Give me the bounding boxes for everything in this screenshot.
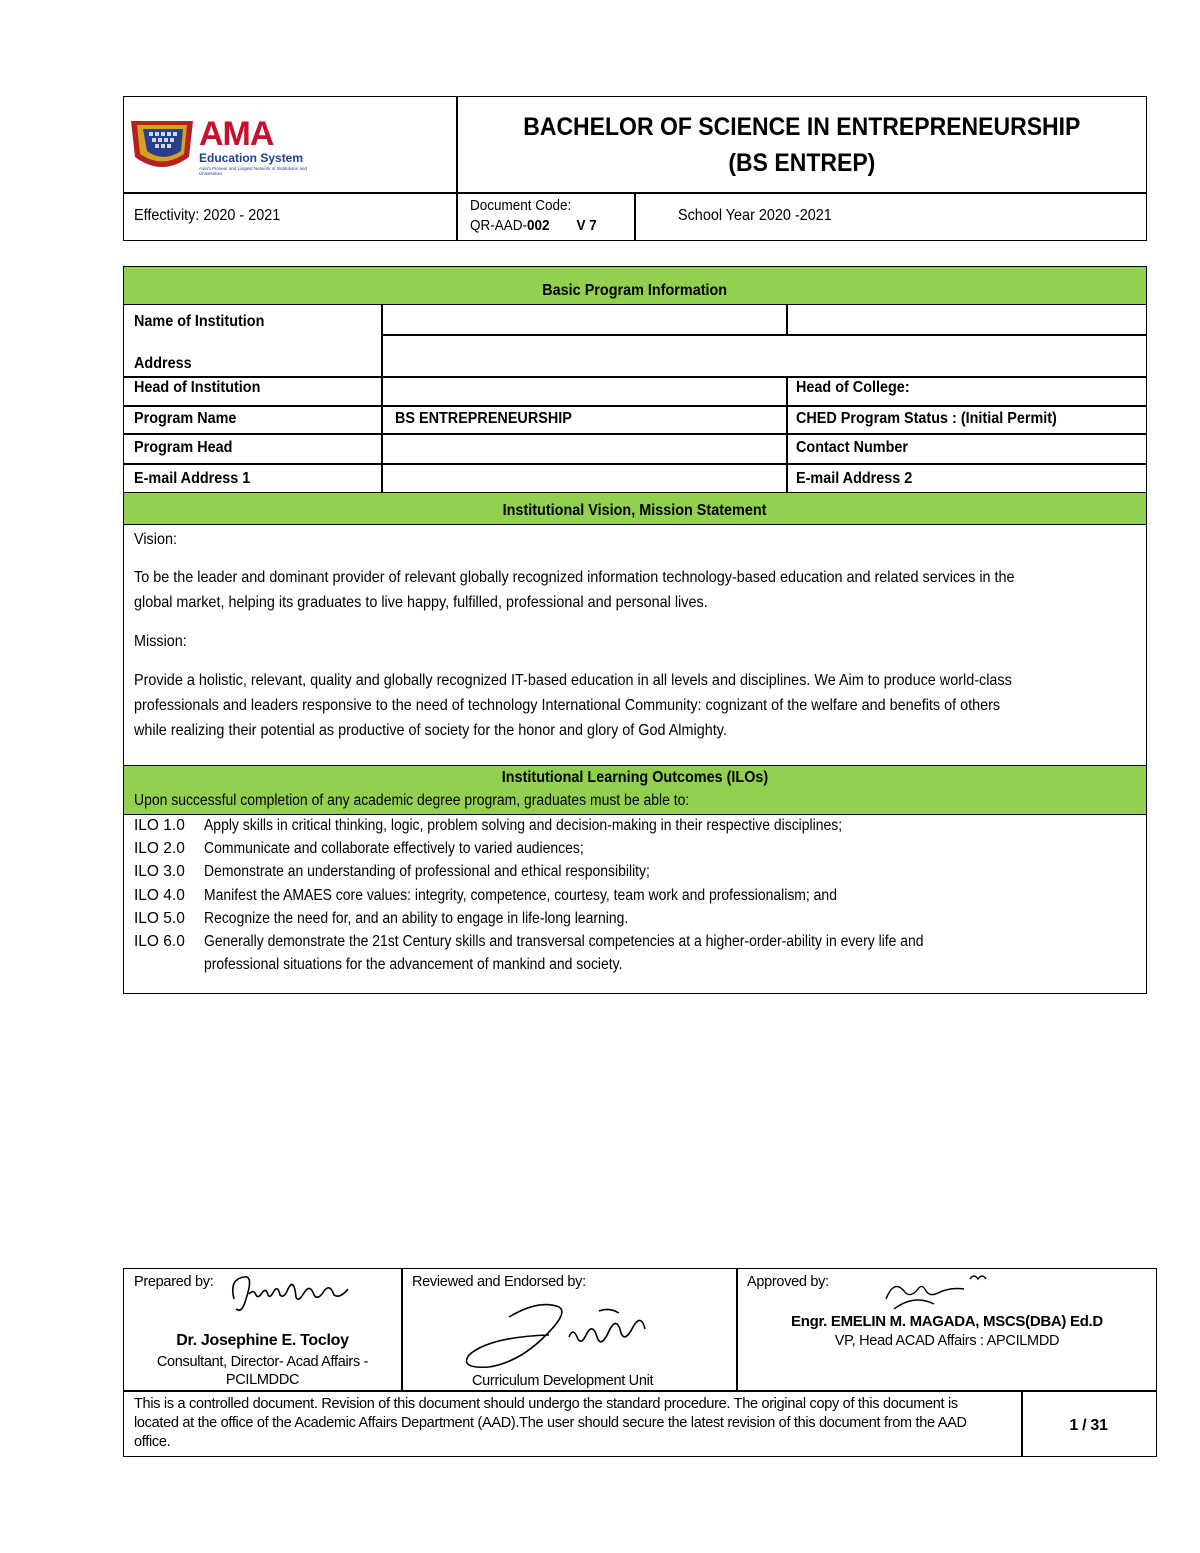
reviewed-label: Reviewed and Endorsed by: bbox=[412, 1274, 586, 1290]
divider bbox=[634, 193, 636, 240]
ilo-item bbox=[134, 910, 675, 928]
logo-shield-icon bbox=[127, 119, 197, 181]
title-line-2: (BS ENTREP) bbox=[728, 149, 876, 177]
divider bbox=[124, 1390, 1156, 1392]
ilo-item bbox=[134, 887, 907, 905]
mission-label: Mission: bbox=[134, 633, 187, 650]
program-head-label: Program Head bbox=[134, 439, 233, 456]
ilo-item bbox=[134, 933, 1004, 951]
school-year: School Year 2020 -2021 bbox=[678, 207, 832, 224]
ilos-subtitle: Upon successful completion of any academic degree program, graduates must be able to: bbox=[134, 792, 690, 809]
ilo-number: ILO 3.0 bbox=[134, 863, 185, 881]
ilo-text: Apply skills in critical thinking, logic, problem solving and decision-making in their respective disciplines; bbox=[204, 817, 843, 834]
approval-footer bbox=[123, 1268, 1157, 1457]
ilo-text: Demonstrate an understanding of professional and ethical responsibility; bbox=[204, 863, 650, 881]
vision-label: Vision: bbox=[134, 531, 177, 548]
signature-magada bbox=[874, 1269, 1004, 1314]
ilo-text: Communicate and collaborate effectively to varied audiences; bbox=[204, 840, 584, 858]
section-title-basic: Basic Program Information bbox=[542, 282, 728, 299]
prepared-title: PCILMDDC bbox=[225, 1372, 300, 1388]
approved-title: VP, Head ACAD Affairs : APCILMDD bbox=[834, 1333, 1060, 1349]
divider bbox=[381, 334, 1146, 336]
contact-number-label: Contact Number bbox=[796, 439, 909, 456]
ilo-text: Recognize the need for, and an ability to engage in life-long learning. bbox=[204, 909, 629, 927]
ilo-number: ILO 1.0 bbox=[134, 817, 185, 834]
ilo-text: Generally demonstrate the 21st Century skills and transversal competencies at a higher-order-ability in every life and bbox=[204, 933, 924, 950]
logo-subtitle: Education System bbox=[199, 151, 304, 165]
divider bbox=[124, 192, 1146, 194]
signature-curriculum bbox=[449, 1297, 669, 1377]
email-1-label: E-mail Address 1 bbox=[134, 470, 251, 487]
controlled-document-notice: This is a controlled document. Revision of this document should undergo the standard procedure. The original copy of this document is located at the office of the Academic Affairs Department (AAD).The user should secure the latest revision of this document from the AAD office. bbox=[134, 1396, 967, 1450]
program-name-value: BS ENTREPRENEURSHIP bbox=[395, 410, 572, 427]
divider bbox=[124, 376, 1146, 378]
vision-text-line: To be the leader and dominant provider of relevant globally recognized information technology-based education and related services in the bbox=[134, 569, 1015, 586]
head-institution-label: Head of Institution bbox=[134, 379, 261, 396]
approved-name: Engr. EMELIN M. MAGADA, MSCS(DBA) Ed.D bbox=[791, 1313, 1103, 1330]
document-code bbox=[470, 196, 611, 236]
divider bbox=[124, 405, 1146, 407]
mission-text-line: professionals and leaders responsive to the need of technology International Community: cognizant of the welfare and benefits of others bbox=[134, 697, 1001, 714]
mission-text-line: while realizing their potential as productive of society for the honor and glory of God Almighty. bbox=[134, 722, 727, 739]
ilo-text: Manifest the AMAES core values: integrity, competence, courtesy, team work and professionalism; and bbox=[204, 886, 837, 904]
doc-code-value: QR-AAD-002 V 7 bbox=[470, 217, 597, 234]
institution-label: Name of Institution bbox=[134, 313, 265, 330]
ama-logo bbox=[127, 115, 327, 179]
ilo-item bbox=[134, 840, 626, 858]
effectivity: Effectivity: 2020 - 2021 bbox=[134, 207, 281, 224]
document-header bbox=[123, 96, 1147, 241]
divider bbox=[401, 1269, 403, 1390]
ilo-item bbox=[134, 817, 913, 835]
section-title-vision: Institutional Vision, Mission Statement bbox=[503, 502, 767, 519]
ilo-number: ILO 5.0 bbox=[134, 909, 185, 927]
divider bbox=[786, 304, 788, 335]
title-line-1: BACHELOR OF SCIENCE IN ENTREPRENEURSHIP bbox=[523, 113, 1081, 141]
section-title-ilos: Institutional Learning Outcomes (ILOs) bbox=[501, 769, 769, 786]
prepared-label: Prepared by: bbox=[134, 1274, 214, 1290]
ilo-item bbox=[134, 863, 699, 881]
logo-brand: AMA bbox=[199, 115, 274, 153]
address-label: Address bbox=[134, 355, 192, 372]
ched-status: CHED Program Status : (Initial Permit) bbox=[796, 410, 1057, 427]
approved-label: Approved by: bbox=[747, 1274, 829, 1290]
mission-text-line: Provide a holistic, relevant, quality and globally recognized IT-based education in all levels and disciplines. We Aim to produce world-class bbox=[134, 672, 1012, 689]
vision-mission-body bbox=[134, 527, 1136, 743]
prepared-name: Dr. Josephine E. Tocloy bbox=[176, 1332, 349, 1349]
program-name-label: Program Name bbox=[134, 410, 237, 427]
page-number: 1 / 31 bbox=[1069, 1417, 1108, 1434]
ilo-number: ILO 2.0 bbox=[134, 840, 185, 858]
email-2-label: E-mail Address 2 bbox=[796, 470, 913, 487]
divider bbox=[124, 433, 1146, 435]
ilo-item-continuation: professional situations for the advancement of mankind and society. bbox=[204, 956, 623, 974]
vision-text-line: global market, helping its graduates to live happy, fulfilled, professional and personal lives. bbox=[134, 594, 708, 611]
program-information-table bbox=[123, 266, 1147, 994]
ilo-number: ILO 4.0 bbox=[134, 886, 185, 904]
divider bbox=[124, 463, 1146, 465]
head-college-label: Head of College: bbox=[796, 379, 910, 396]
ilo-number: ILO 6.0 bbox=[134, 933, 185, 950]
reviewed-unit: Curriculum Development Unit bbox=[472, 1373, 654, 1389]
doc-code-label: Document Code: bbox=[470, 197, 572, 214]
logo-tagline: Asia's Pioneer and Largest Network of Institutions and Universities bbox=[199, 166, 307, 176]
page-title bbox=[458, 109, 1146, 181]
prepared-title: Consultant, Director- Acad Affairs - bbox=[156, 1354, 369, 1370]
signature-tocloy bbox=[224, 1269, 374, 1319]
